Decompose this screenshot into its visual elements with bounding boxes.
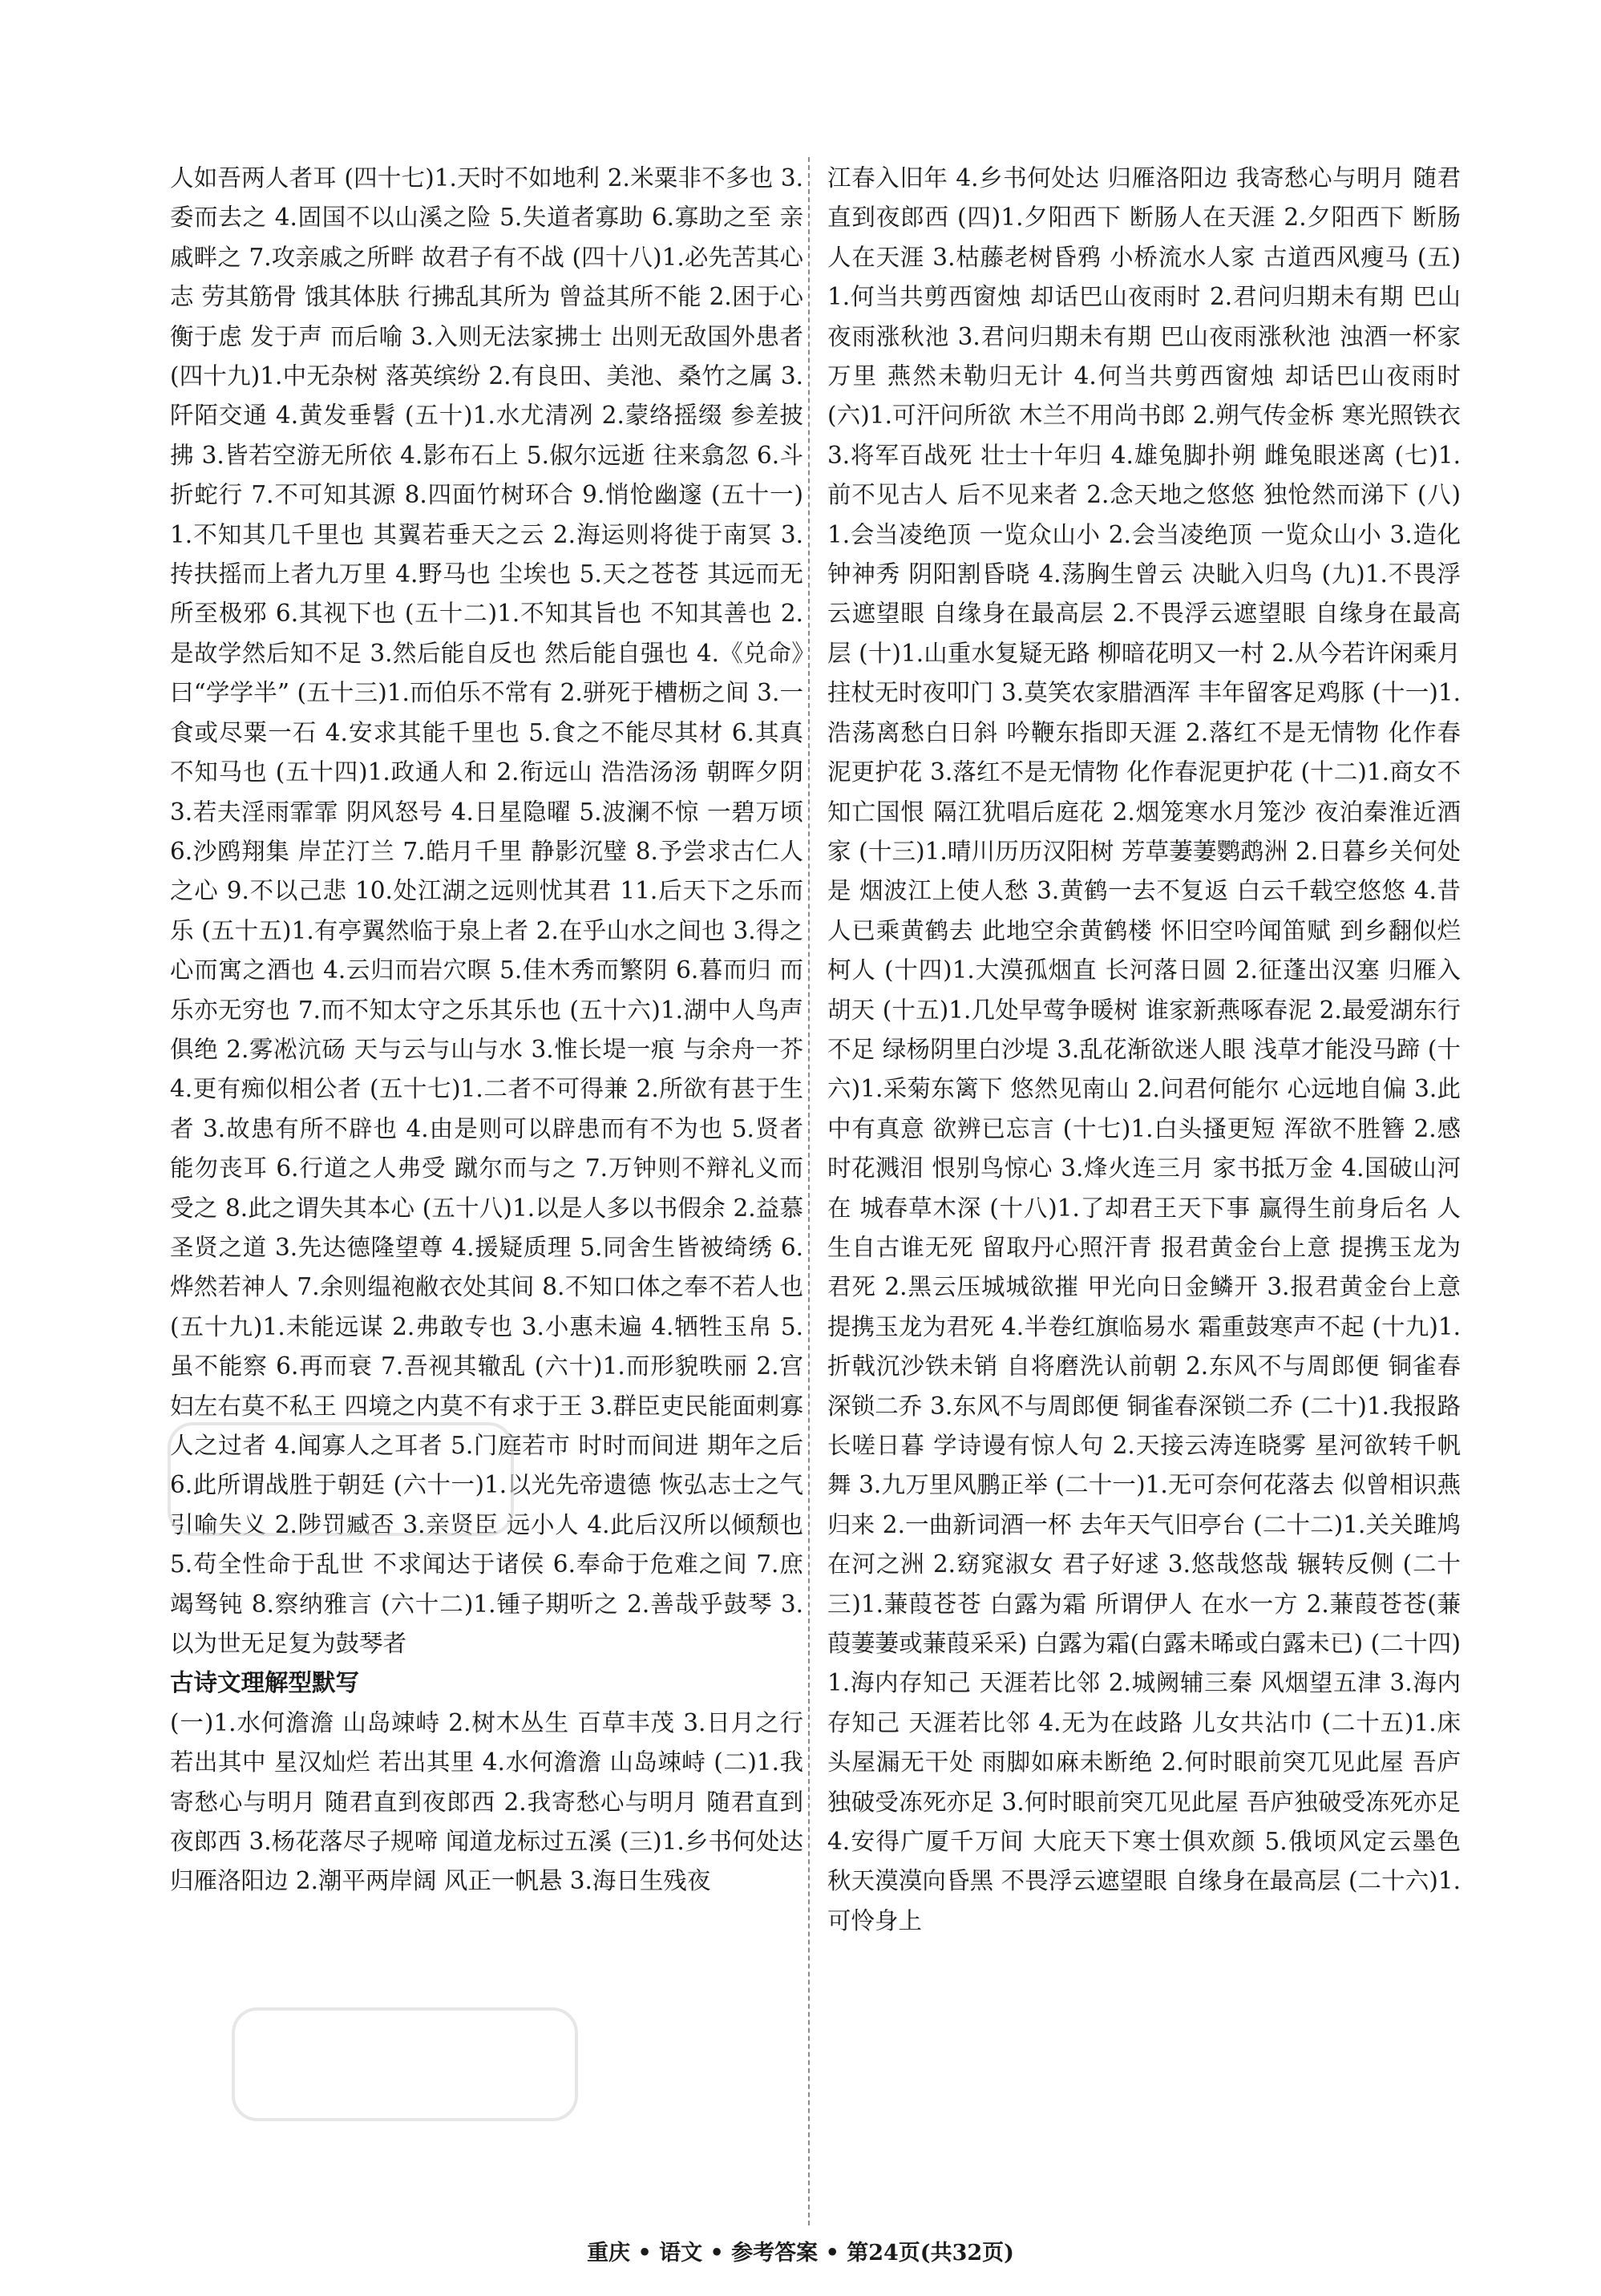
left-column	[170, 159, 803, 2219]
page-footer: 重庆 • 语文 • 参考答案 • 第24页(共32页)	[587, 2241, 1014, 2266]
column-divider	[808, 157, 810, 2225]
answer-paragraph: 江春入旧年 4.乡书何处达 归雁洛阳边 我寄愁心与明月 随君直到夜郎西 (四)1.夕阳西下 断肠人在天涯 2.夕阳西下 断肠人在天涯 3.枯藤老树昏鸦 小桥流水人家 古道西风瘦马 (五)1.何当共剪西窗烛 却话巴山夜雨时 2.君问归期未有期 巴山夜雨涨秋池 3.君问归期未有期 巴山夜雨涨秋池 浊酒一杯家万里 燕然未勒归无计 4.何当共剪西窗烛 却话巴山夜雨时 (六)1.可汗问所欲 木兰不用尚书郎 2.朔气传金柝 寒光照铁衣 3.将军百战死 壮士十年归 4.雄兔脚扑朔 雌兔眼迷离 (七)1.前不见古人 后不见来者 2.念天地之悠悠 独怆然而涕下 (八)1.会当凌绝顶 一览众山小 2.会当凌绝顶 一览众山小 3.造化钟神秀 阴阳割昏晓 4.荡胸生曾云 决眦入归鸟 (九)1.不畏浮云遮望眼 自缘身在最高层 2.不畏浮云遮望眼 自缘身在最高层 (十)1.山重水复疑无路 柳暗花明又一村 2.从今若许闲乘月 拄杖无时夜叩门 3.莫笑农家腊酒浑 丰年留客足鸡豚 (十一)1.浩荡离愁白日斜 吟鞭东指即天涯 2.落红不是无情物 化作春泥更护花 3.落红不是无情物 化作春泥更护花 (十二)1.商女不知亡国恨 隔江犹唱后庭花 2.烟笼寒水月笼沙 夜泊秦淮近酒家 (十三)1.晴川历历汉阳树 芳草萋萋鹦鹉洲 2.日暮乡关何处是 烟波江上使人愁 3.黄鹤一去不复返 白云千载空悠悠 4.昔人已乘黄鹤去 此地空余黄鹤楼 怀旧空吟闻笛赋 到乡翻似烂柯人 (十四)1.大漠孤烟直 长河落日圆 2.征蓬出汉塞 归雁入胡天 (十五)1.几处早莺争暖树 谁家新燕啄春泥 2.最爱湖东行不足 绿杨阴里白沙堤 3.乱花渐欲迷人眼 浅草才能没马蹄 (十六)1.采菊东篱下 悠然见南山 2.问君何能尔 心远地自偏 3.此中有真意 欲辨已忘言 (十七)1.白头搔更短 浑欲不胜簪 2.感时花溅泪 恨别鸟惊心 3.烽火连三月 家书抵万金 4.国破山河在 城春草木深 (十八)1.了却君王天下事 赢得生前身后名 人生自古谁无死 留取丹心照汗青 报君黄金台上意 提携玉龙为君死 2.黑云压城城欲摧 甲光向日金鳞开 3.报君黄金台上意 提携玉龙为君死 4.半卷红旗临易水 霜重鼓寒声不起 (十九)1.折戟沉沙铁未销 自将磨洗认前朝 2.东风不与周郎便 铜雀春深锁二乔 3.东风不与周郎便 铜雀春深锁二乔 (二十)1.我报路长嗟日暮 学诗谩有惊人句 2.天接云涛连晓雾 星河欲转千帆舞 3.九万里风鹏正举 (二十一)1.无可奈何花落去 似曾相识燕归来 2.一曲新词酒一杯 去年天气旧亭台 (二十二)1.关关雎鸠 在河之洲 2.窈窕淑女 君子好逑 3.悠哉悠哉 辗转反侧 (二十三)1.蒹葭苍苍 白露为霜 所谓伊人 在水一方 2.蒹葭苍苍(蒹葭萋萋或蒹葭采采) 白露为霜(白露未晞或白露未已) (二十四)1.海内存知己 天涯若比邻 2.城阙辅三秦 风烟望五津 3.海内存知己 天涯若比邻 4.无为在歧路 儿女共沾巾 (二十五)1.床头屋漏无干处 雨脚如麻未断绝 2.何时眼前突兀见此屋 吾庐独破受冻死亦足 3.何时眼前突兀见此屋 吾庐独破受冻死亦足 4.安得广厦千万间 大庇天下寒士俱欢颜 5.俄顷风定云墨色 秋天漠漠向昏黑 不畏浮云遮望眼 自缘身在最高层 (二十六)1.可怜身上	[827, 164, 1461, 1934]
watermark-logo	[164, 1419, 517, 1539]
section-title: 古诗文理解型默写	[170, 1669, 360, 1697]
answer-paragraph: 人如吾两人者耳 (四十七)1.天时不如地利 2.米粟非不多也 3.委而去之 4.固国不以山溪之险 5.失道者寡助 6.寡助之至 亲戚畔之 7.攻亲戚之所畔 故君子有不战 (四十八)1.必先苦其心志 劳其筋骨 饿其体肤 行拂乱其所为 曾益其所不能 2.困于心 衡于虑 发于声 而后喻 3.入则无法家拂士 出则无敌国外患者 (四十九)1.中无杂树 落英缤纷 2.有良田、美池、桑竹之属 3.阡陌交通 4.黄发垂髫 (五十)1.水尤清冽 2.蒙络摇缀 参差披拂 3.皆若空游无所依 4.影布石上 5.俶尔远逝 往来翕忽 6.斗折蛇行 7.不可知其源 8.四面竹树环合 9.悄怆幽邃 (五十一)1.不知其几千里也 其翼若垂天之云 2.海运则将徙于南冥 3.抟扶摇而上者九万里 4.野马也 尘埃也 5.天之苍苍 其远而无所至极邪 6.其视下也 (五十二)1.不知其旨也 不知其善也 2.是故学然后知不足 3.然后能自反也 然后能自强也 4.《兑命》曰“学学半” (五十三)1.而伯乐不常有 2.骈死于槽枥之间 3.一食或尽粟一石 4.安求其能千里也 5.食之不能尽其材 6.其真不知马也 (五十四)1.政通人和 2.衔远山 浩浩汤汤 朝晖夕阴 3.若夫淫雨霏霏 阴风怒号 4.日星隐曜 5.波澜不惊 一碧万顷 6.沙鸥翔集 岸芷汀兰 7.皓月千里 静影沉璧 8.予尝求古仁人之心 9.不以己悲 10.处江湖之远则忧其君 11.后天下之乐而乐 (五十五)1.有亭翼然临于泉上者 2.在乎山水之间也 3.得之心而寓之酒也 4.云归而岩穴暝 5.佳木秀而繁阴 6.暮而归 而乐亦无穷也 7.而不知太守之乐其乐也 (五十六)1.湖中人鸟声俱绝 2.雾凇沆砀 天与云与山与水 3.惟长堤一痕 与余舟一芥 4.更有痴似相公者 (五十七)1.二者不可得兼 2.所欲有甚于生者 3.故患有所不辟也 4.由是则可以辟患而有不为也 5.贤者能勿丧耳 6.行道之人弗受 蹴尔而与之 7.万钟则不辩礼义而受之 8.此之谓失其本心 (五十八)1.以是人多以书假余 2.益慕圣贤之道 3.先达德隆望尊 4.援疑质理 5.同舍生皆被绮绣 6.烨然若神人 7.余则缊袍敝衣处其间 8.不知口体之奉不若人也 (五十九)1.未能远谋 2.弗敢专也 3.小惠未遍 4.牺牲玉帛 5.虽不能察 6.再而衰 7.吾视其辙乱 (六十)1.而形貌昳丽 2.宫妇左右莫不私王 四境之内莫不有求于王 3.群臣吏民能面刺寡人之过者 4.闻寡人之耳者 5.门庭若市 时时而间进 期年之后 6.此所谓战胜于朝廷 (六十一)1.以光先帝遗德 恢弘志士之气 引喻失义 2.陟罚臧否 3.亲贤臣 远小人 4.此后汉所以倾颓也 5.苟全性命于乱世 不求闻达于诸侯 6.奉命于危难之间 7.庶竭驽钝 8.察纳雅言 (六十二)1.锺子期听之 2.善哉乎鼓琴 3.以为世无足复为鼓琴者	[170, 164, 803, 1658]
right-column	[827, 159, 1461, 2219]
watermark-logo	[228, 2004, 581, 2124]
answer-paragraph: (一)1.水何澹澹 山岛竦峙 2.树木丛生 百草丰茂 3.日月之行 若出其中 星汉灿烂 若出其里 4.水何澹澹 山岛竦峙 (二)1.我寄愁心与明月 随君直到夜郎西 2.我寄愁心与明月 随君直到夜郎西 3.杨花落尽子规啼 闻道龙标过五溪 (三)1.乡书何处达 归雁洛阳边 2.潮平两岸阔 风正一帆悬 3.海日生残夜	[170, 1708, 803, 1895]
